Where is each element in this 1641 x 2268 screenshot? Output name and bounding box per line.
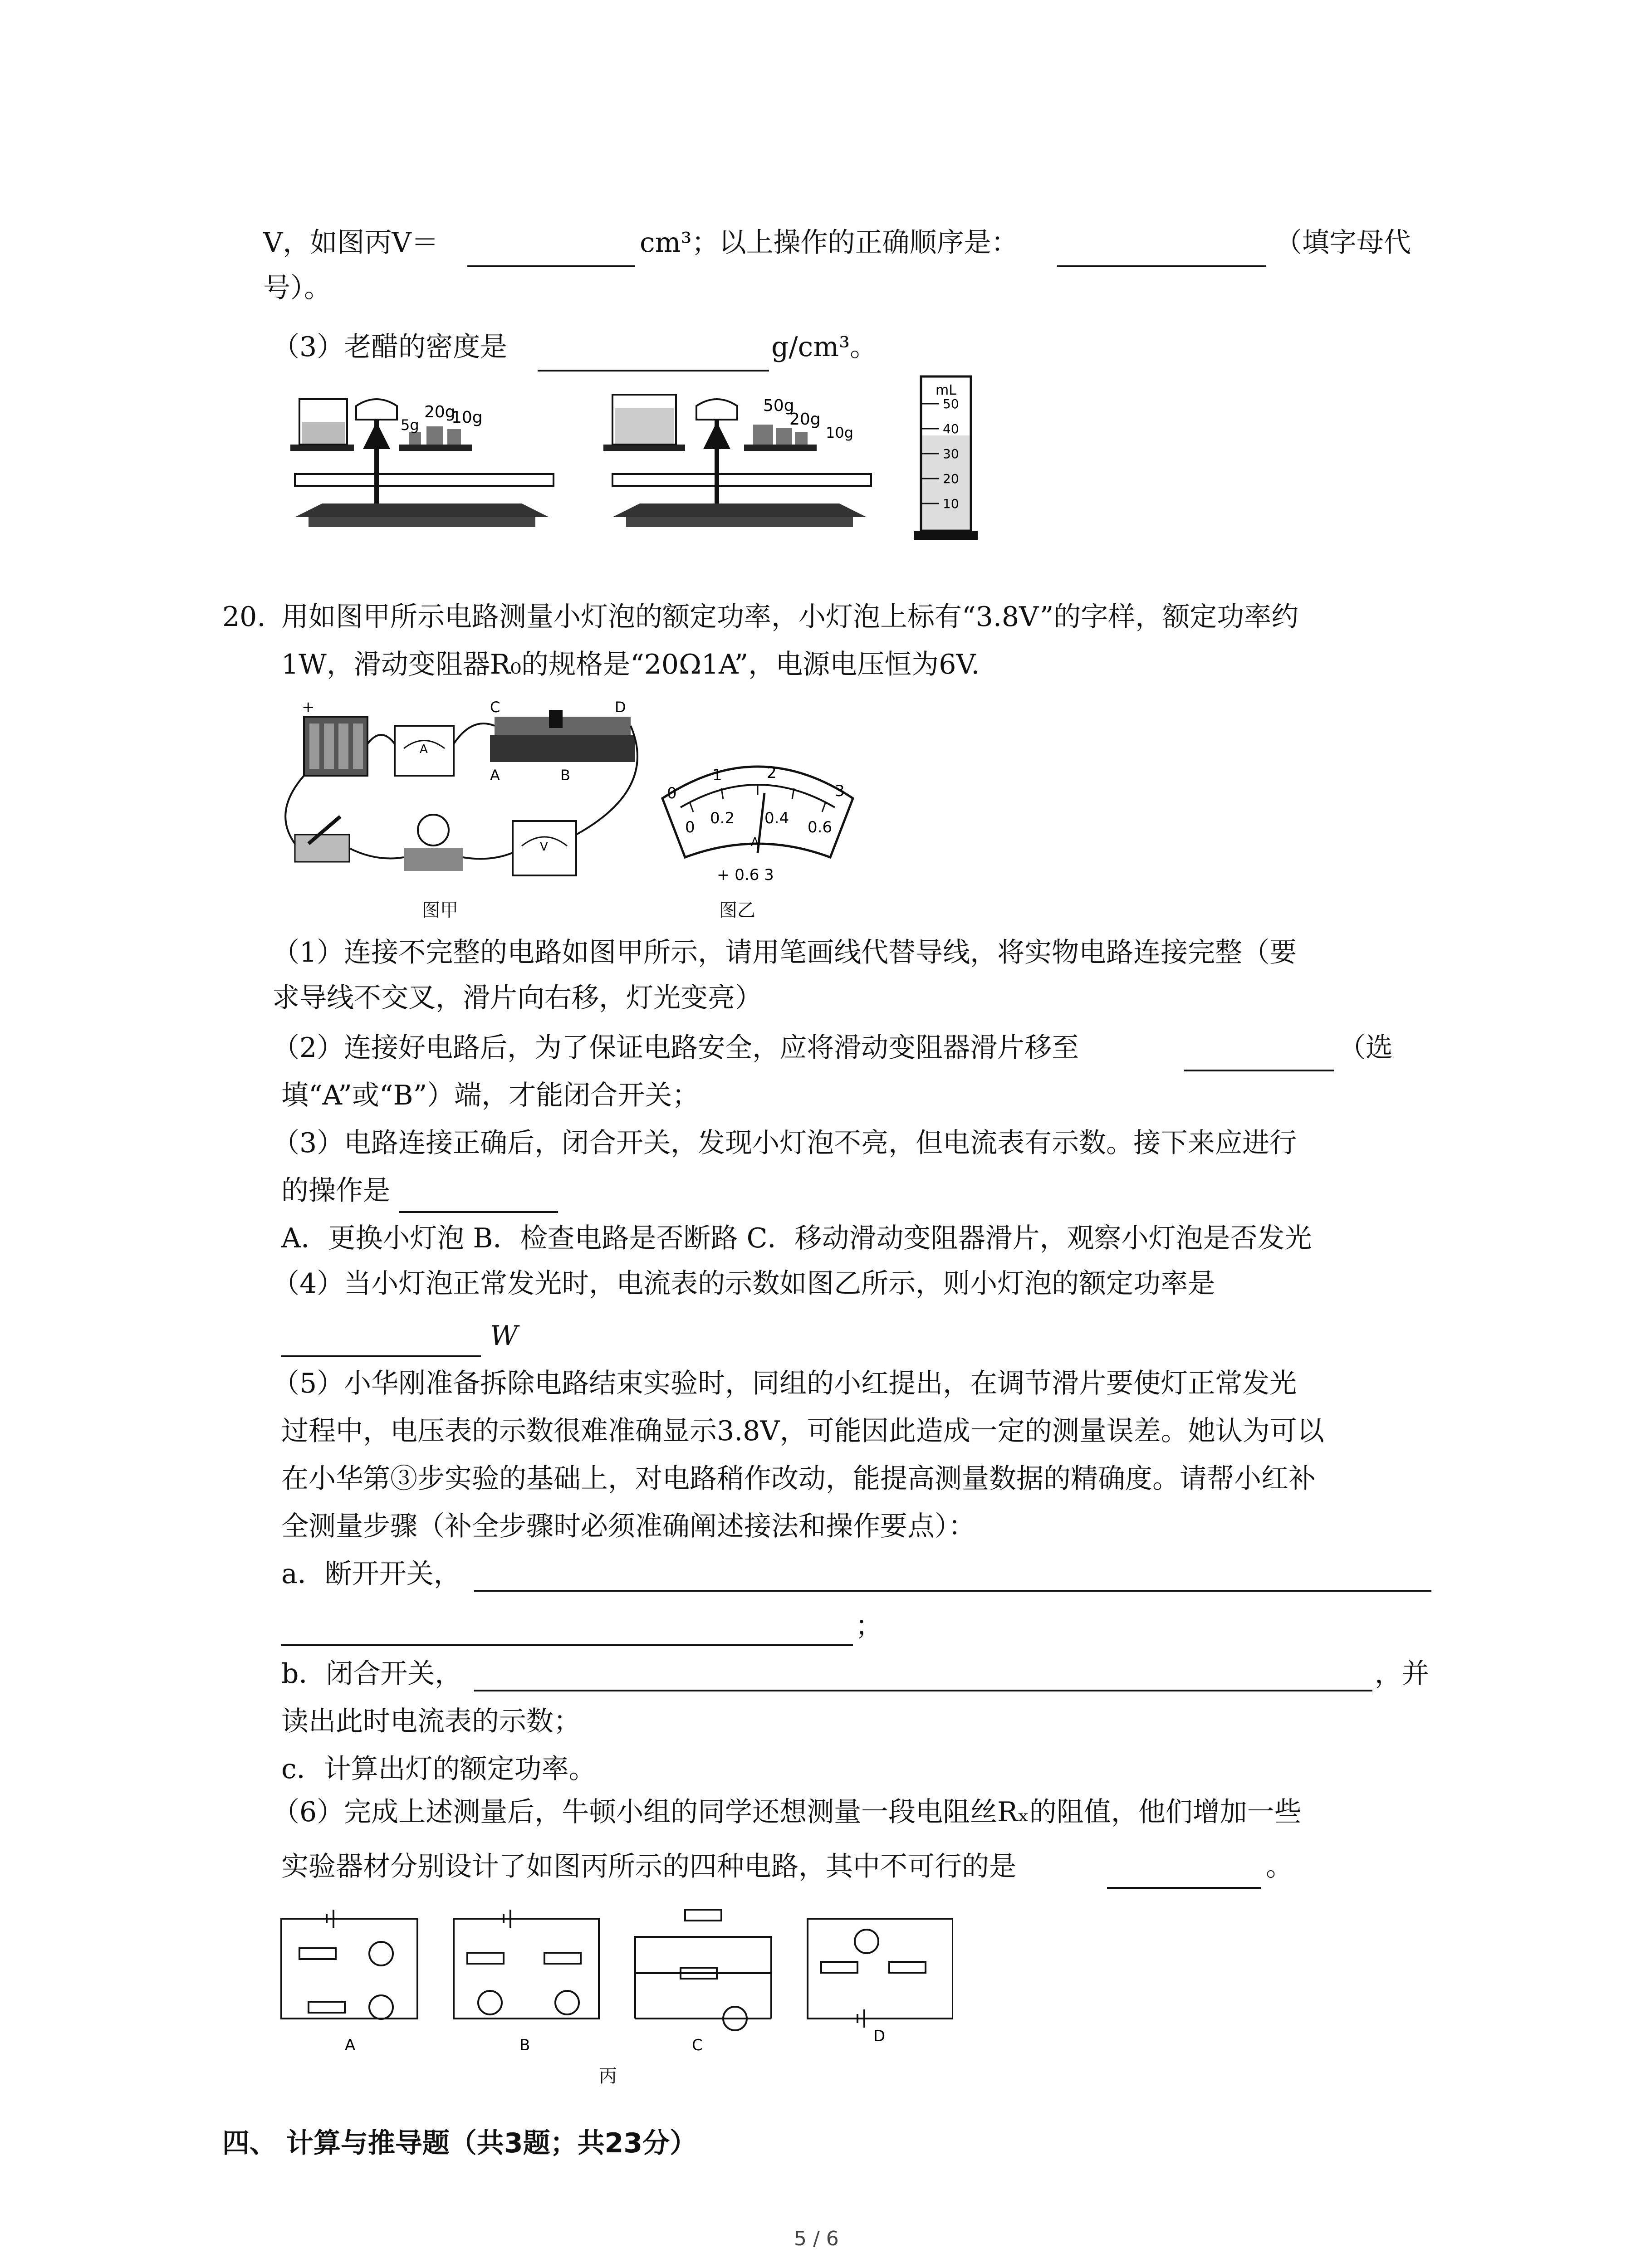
q20-step-c: c．计算出灯的额定功率。 bbox=[281, 1753, 596, 1785]
scale-label-bottom: 0.2 bbox=[710, 809, 735, 827]
answer-blank-step-a[interactable] bbox=[474, 1590, 1431, 1592]
weight-label: 20g bbox=[424, 403, 456, 421]
answer-blank-step-a-2[interactable] bbox=[281, 1644, 853, 1646]
q20-part5-line1: （5）小华刚准备拆除电路结束实验时，同组的小红提出，在调节滑片要使灯正常发光 bbox=[272, 1368, 1297, 1399]
q19-line-v: V，如图丙V＝ bbox=[263, 227, 439, 259]
q20-part6-line1: （6）完成上述测量后，牛顿小组的同学还想测量一段电阻丝Rₓ的阻值，他们增加一些 bbox=[272, 1796, 1302, 1828]
q19-unit-cm3: cm³；以上操作的正确顺序是： bbox=[640, 227, 1019, 259]
weight-label: 10g bbox=[826, 424, 854, 441]
q20-step-a: a．断开开关， bbox=[281, 1558, 461, 1590]
scale-label-top: 2 bbox=[767, 764, 777, 782]
q19-unit-gcm3: g/cm³。 bbox=[771, 331, 877, 363]
scale-label-top: 3 bbox=[835, 782, 845, 800]
q20-part6-tail: 。 bbox=[1266, 1851, 1293, 1882]
answer-blank-slider-end[interactable] bbox=[1184, 1070, 1334, 1071]
q20-part3-line2: 的操作是 bbox=[281, 1175, 390, 1207]
svg-text:V: V bbox=[540, 840, 548, 854]
q20-step-a-semicolon: ； bbox=[855, 1610, 882, 1642]
answer-blank-density[interactable] bbox=[538, 370, 769, 371]
q20-part2-tail: （选 bbox=[1338, 1032, 1393, 1064]
scale-label-bottom: 0 bbox=[685, 818, 695, 836]
page-number: 5 / 6 bbox=[794, 2227, 839, 2250]
q20-part4-unit: W bbox=[490, 1320, 518, 1352]
weight-label: 10g bbox=[451, 408, 483, 427]
terminal-label: A bbox=[490, 767, 500, 784]
cylinder-mark: 20 bbox=[943, 471, 959, 486]
terminal-label: B bbox=[560, 767, 570, 784]
meter-terminals: + 0.6 3 bbox=[717, 866, 774, 884]
circuit-label: C bbox=[692, 2036, 703, 2054]
q20-part4-line1: （4）当小灯泡正常发光时，电流表的示数如图乙所示，则小灯泡的额定功率是 bbox=[272, 1268, 1215, 1300]
weight-label: 20g bbox=[789, 410, 821, 429]
cylinder-mark: 50 bbox=[943, 396, 959, 411]
circuit-label: A bbox=[345, 2036, 356, 2054]
cylinder-unit: mL bbox=[936, 382, 956, 398]
figure-caption-jia: 图甲 bbox=[422, 900, 458, 921]
q20-part5-line2: 过程中，电压表的示数很难准确显示3.8V，可能因此造成一定的测量误差。她认为可以 bbox=[281, 1415, 1324, 1447]
graduated-cylinder-figure bbox=[907, 372, 989, 544]
answer-blank-volume[interactable] bbox=[467, 265, 635, 267]
scale-label-bottom: 0.4 bbox=[764, 809, 789, 827]
answer-blank-operation[interactable] bbox=[399, 1211, 558, 1213]
svg-text:A: A bbox=[751, 836, 759, 849]
q19-hao: 号）。 bbox=[263, 272, 331, 304]
scale-label-top: 0 bbox=[667, 784, 677, 802]
terminal-label: D bbox=[615, 699, 626, 716]
section-heading: 四、 计算与推导题（共3题；共23分） bbox=[222, 2127, 697, 2159]
answer-blank-order[interactable] bbox=[1057, 265, 1266, 267]
q20-part1-line2: 求导线不交叉，滑片向右移，灯光变亮） bbox=[272, 982, 762, 1014]
cylinder-mark: 30 bbox=[943, 446, 959, 461]
q20-part5-line4: 全测量步骤（补全步骤时必须准确阐述接法和操作要点）： bbox=[281, 1510, 975, 1542]
figure-caption-bing: 丙 bbox=[599, 2066, 617, 2087]
balance-figure-2 bbox=[590, 381, 889, 535]
terminal-label: C bbox=[490, 699, 500, 716]
q20-stem-2: 1W，滑动变阻器R₀的规格是“20Ω1A”，电源电压恒为6V. bbox=[281, 649, 980, 680]
ammeter-dial-yi bbox=[653, 744, 862, 894]
q20-part5-line3: 在小华第③步实验的基础上，对电路稍作改动，能提高测量数据的精确度。请帮小红补 bbox=[281, 1463, 1316, 1495]
circuit-figure-bing bbox=[272, 1896, 953, 2059]
q20-part2-line2: 填“A”或“B”）端，才能闭合开关； bbox=[281, 1080, 700, 1111]
q20-part1-line1: （1）连接不完整的电路如图甲所示，请用笔画线代替导线，将实物电路连接完整（要 bbox=[272, 937, 1297, 968]
svg-text:+: + bbox=[302, 699, 315, 716]
q20-part3-line1: （3）电路连接正确后，闭合开关，发现小灯泡不亮，但电流表有示数。接下来应进行 bbox=[272, 1127, 1297, 1159]
question-number: 20. bbox=[222, 601, 266, 633]
balance-figure-1 bbox=[272, 381, 572, 535]
q20-step-b-tail: ，并 bbox=[1375, 1658, 1429, 1690]
svg-text:A: A bbox=[420, 743, 428, 756]
circuit-figure-jia bbox=[277, 699, 649, 898]
scale-label-bottom: 0.6 bbox=[808, 818, 833, 836]
circuit-label: D bbox=[873, 2027, 886, 2045]
q20-part2-line1: （2）连接好电路后，为了保证电路安全，应将滑动变阻器滑片移至 bbox=[272, 1032, 1079, 1064]
circuit-label: B bbox=[519, 2036, 530, 2054]
weight-label: 50g bbox=[763, 396, 794, 415]
q20-step-b: b．闭合开关， bbox=[281, 1658, 462, 1690]
cylinder-mark: 40 bbox=[943, 421, 959, 436]
answer-blank-power[interactable] bbox=[281, 1355, 481, 1357]
scale-label-top: 1 bbox=[712, 766, 722, 784]
figure-caption-yi: 图乙 bbox=[719, 900, 755, 921]
q20-part3-options: A．更换小灯泡 B．检查电路是否断路 C．移动滑动变阻器滑片，观察小灯泡是否发光 bbox=[281, 1222, 1312, 1254]
q19-fill-letter: （填字母代 bbox=[1275, 227, 1411, 259]
weight-label: 5g bbox=[401, 416, 419, 434]
cylinder-mark: 10 bbox=[943, 496, 959, 511]
q20-part6-line2: 实验器材分别设计了如图丙所示的四种电路，其中不可行的是 bbox=[281, 1851, 1016, 1882]
q20-step-b-line2: 读出此时电流表的示数； bbox=[281, 1706, 581, 1737]
q20-stem-1: 用如图甲所示电路测量小灯泡的额定功率，小灯泡上标有“3.8V”的字样，额定功率约 bbox=[281, 601, 1299, 633]
q19-part3: （3）老醋的密度是 bbox=[272, 331, 508, 363]
answer-blank-not-feasible[interactable] bbox=[1107, 1887, 1261, 1889]
answer-blank-step-b[interactable] bbox=[474, 1690, 1372, 1691]
